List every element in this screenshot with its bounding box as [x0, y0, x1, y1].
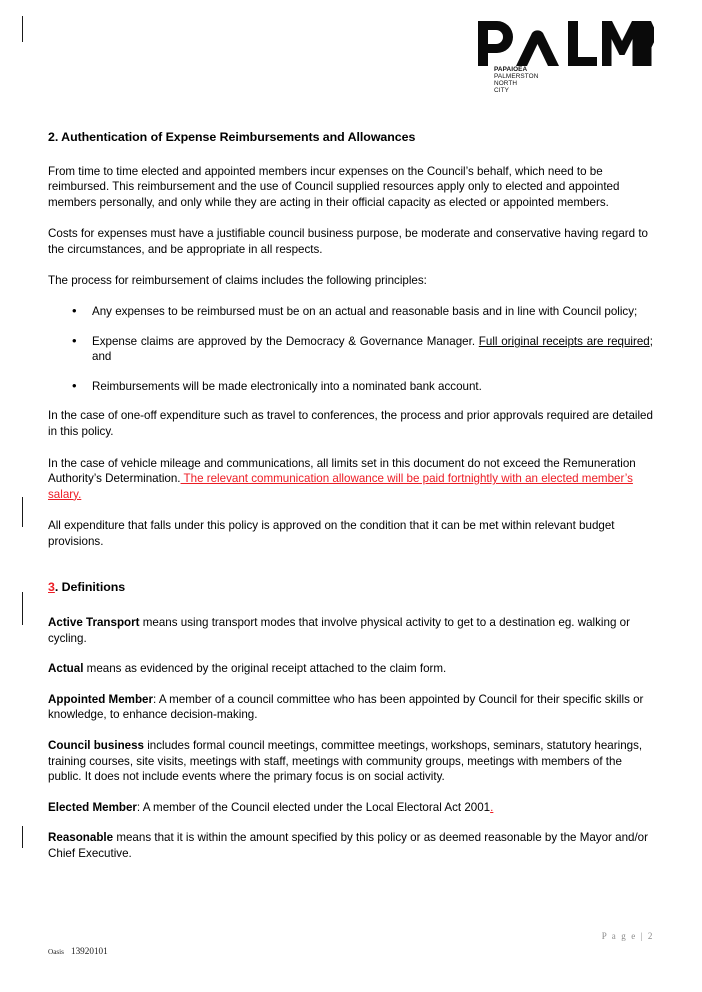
logo-sub-line-1: PAPAIOEA	[494, 66, 528, 73]
definition-term: Reasonable	[48, 831, 114, 845]
definition-body: A member of the Council elected under the Local Electoral Act 2001	[142, 800, 491, 814]
document-body	[48, 130, 653, 877]
list-item-text: Reimbursements will be made electronically into a nominated bank account.	[92, 379, 482, 393]
definition-term: Elected Member	[48, 800, 137, 814]
definition-council-business	[48, 738, 653, 785]
definition-appointed-member	[48, 692, 653, 723]
logo-subtext	[494, 67, 538, 95]
list-item	[48, 334, 653, 365]
paragraph-vehicle-mileage-text: In the case of vehicle mileage and communications, all limits set in this document do not exceed the Remuneration Authority’s Determination.	[48, 456, 636, 486]
definition-term: Active Transport	[48, 616, 140, 630]
definition-term: Actual	[48, 662, 84, 676]
list-item-text-tail: ; and	[92, 334, 653, 364]
definition-body: means using transport modes that involve physical activity to get to a destination eg. walking or cycling.	[48, 616, 630, 645]
paragraph-costs-justifiable: Costs for expenses must have a justifiable council business purpose, be moderate and conservative having regard to the circumstances, and be appropriate in all respects.	[48, 227, 648, 256]
change-bar-tracked-paragraph	[22, 497, 23, 527]
change-bar-elected-member	[22, 826, 23, 848]
paragraph-process-principles-lead: The process for reimbursement of claims includes the following principles:	[48, 274, 427, 288]
list-item-text: Any expenses to be reimbursed must be on an actual and reasonable basis and in line with Council policy;	[92, 305, 638, 319]
logo-sub-line-4: CITY	[494, 86, 509, 94]
bullet-icon: •	[72, 303, 77, 319]
bullet-icon: •	[72, 377, 77, 393]
list-item-text: Expense claims are approved by the Democracy & Governance Manager.	[92, 334, 479, 348]
bullet-icon: •	[72, 332, 77, 348]
oasis-reference-footer	[48, 946, 108, 956]
logo-sub-line-3: NORTH	[494, 79, 518, 87]
definition-separator: :	[153, 692, 159, 706]
list-item	[48, 379, 653, 395]
definition-body: A member of a council committee who has been appointed by Council for their specific skills or knowledge, to enhance decision-making.	[48, 692, 644, 722]
definition-reasonable	[48, 830, 653, 861]
palmy-wordmark-icon	[476, 18, 654, 70]
definition-separator: :	[136, 800, 143, 814]
tracked-insertion-period: .	[490, 800, 494, 814]
definition-body: includes formal council meetings, committee meetings, workshops, seminars, statutory hearings, training courses, site visits, meetings with staff, meetings with community groups, meetings with members of the public. It does not include events where the primary focus is on social activity.	[48, 739, 643, 784]
definition-elected-member	[48, 800, 653, 816]
paragraph-one-off-expenditure: In the case of one-off expenditure such as travel to conferences, the process and prior approvals required are detailed in this policy.	[48, 409, 653, 439]
page-header	[454, 18, 654, 108]
oasis-number: 13920101	[70, 946, 108, 956]
section-heading-definitions-text: . Definitions	[54, 579, 126, 594]
paragraph-expenses-intro: From time to time elected and appointed members incur expenses on the Council’s behalf, which need to be reimbursed. This reimbursement and the use of Council supplied resources apply only to elected and appointed members personally, and only while they are acting in their official capacity as elected or appointed members.	[48, 164, 620, 209]
change-bar-top	[22, 16, 23, 42]
tracked-insertion-section-number: 3	[48, 579, 55, 594]
paragraph-budget-provisions: All expenditure that falls under this policy is approved on the condition that it can be met within relevant budget provisions.	[48, 519, 615, 548]
definition-term: Appointed Member	[48, 692, 153, 706]
definition-active-transport	[48, 615, 653, 646]
list-item-underlined-text: Full original receipts are required	[478, 334, 650, 348]
section-heading-definitions	[48, 580, 653, 596]
list-item	[48, 304, 653, 320]
oasis-label: Oasis	[48, 948, 64, 956]
definition-body: means as evidenced by the original receipt attached to the claim form.	[86, 662, 447, 676]
definition-actual	[48, 661, 653, 677]
logo-sub-line-2: PALMERSTON	[494, 72, 539, 80]
palmy-logo	[476, 18, 654, 94]
paragraph-vehicle-mileage	[48, 456, 653, 503]
definition-body: means that it is within the amount specified by this policy or as deemed reasonable by the Mayor and/or Chief Executive.	[48, 831, 648, 861]
section-heading-authentication: 2. Authentication of Expense Reimbursements and Allowances	[48, 130, 416, 144]
page-number-footer: P a g e | 2	[601, 931, 654, 941]
change-bar-definitions-heading	[22, 592, 23, 625]
principles-list	[48, 304, 653, 394]
tracked-insertion-communication-allowance: The relevant communication allowance will be paid fortnightly with an elected member’s salary.	[48, 472, 633, 501]
definition-term: Council business	[48, 739, 144, 753]
